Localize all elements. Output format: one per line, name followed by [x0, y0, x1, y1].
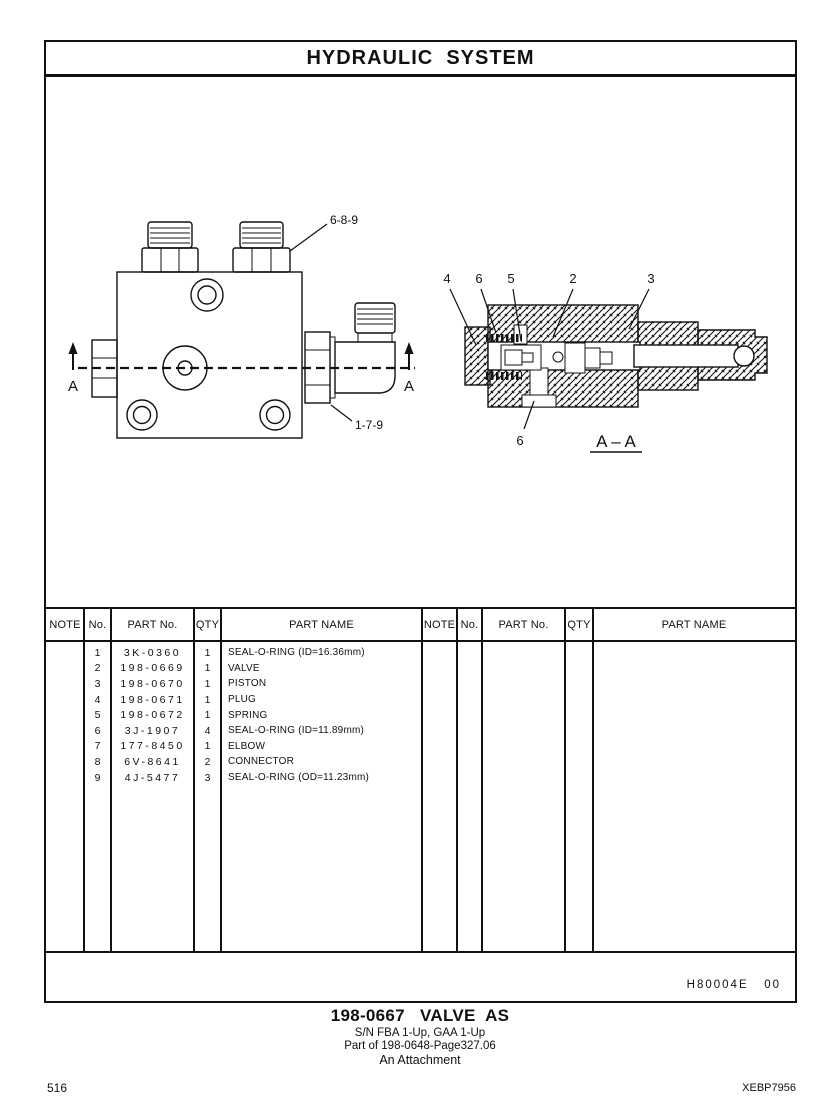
cell-name: PLUG [228, 694, 257, 706]
table-rows [46, 645, 422, 785]
cell-no: 9 [94, 771, 101, 784]
cell-no: 8 [94, 755, 101, 768]
caption-block [0, 1006, 840, 1067]
port-top [191, 279, 223, 311]
cell-qty: 1 [204, 740, 211, 753]
table-row [46, 676, 422, 692]
section-callout-6-bottom: 6 [516, 433, 524, 448]
header-no-right: No. [460, 618, 479, 631]
section-callout-6-top: 6 [475, 271, 483, 286]
assembly-title: 198-0667 VALVE AS [330, 1006, 510, 1025]
serial-note: S/N FBA 1-Up, GAA 1-Up [354, 1027, 486, 1039]
cell-name: VALVE [228, 662, 260, 674]
document-code: XEBP7956 [742, 1082, 796, 1094]
cell-name: SEAL-O-RING (ID=11.89mm) [228, 725, 365, 737]
parts-table [46, 607, 795, 953]
cell-no: 7 [94, 740, 101, 753]
header-partname-left: PART NAME [289, 618, 354, 631]
leader-line-top [290, 224, 327, 251]
page-title-bar [44, 40, 797, 77]
table-row [46, 707, 422, 723]
cell-name: PISTON [228, 678, 267, 690]
cell-name: SPRING [228, 709, 268, 721]
table-row [46, 754, 422, 770]
cell-qty: 4 [204, 724, 211, 737]
section-arrow-left [69, 342, 78, 370]
page-title: HYDRAULIC SYSTEM [306, 46, 535, 69]
table-column-line [481, 609, 483, 951]
header-partno-right: PART No. [498, 618, 549, 631]
cell-qty: 1 [204, 646, 211, 659]
port-bottom-left [127, 400, 157, 430]
cell-name: CONNECTOR [228, 756, 295, 768]
figure-code: H80004E 00 [686, 979, 781, 991]
callout-6-8-9: 6-8-9 [330, 213, 359, 227]
callout-1-7-9: 1-7-9 [355, 418, 384, 432]
cell-pn: 6V-8641 [124, 755, 181, 768]
cell-pn: 177-8450 [120, 740, 185, 753]
cell-qty: 1 [204, 693, 211, 706]
table-row [46, 661, 422, 677]
section-view [450, 289, 767, 452]
cell-pn: 198-0670 [120, 677, 185, 690]
cell-pn: 3J-1907 [124, 724, 181, 737]
attachment-note: An Attachment [379, 1053, 461, 1067]
header-partname-right: PART NAME [661, 618, 727, 631]
section-callout-2: 2 [569, 271, 577, 286]
cell-qty: 1 [204, 662, 211, 675]
header-no-left: No. [88, 618, 107, 631]
cell-pn: 198-0672 [120, 709, 185, 722]
cell-qty: 2 [204, 755, 211, 768]
header-qty-left: QTY [195, 618, 220, 631]
section-callout-3: 3 [647, 271, 655, 286]
part-of-note: Part of 198-0648-Page327.06 [344, 1040, 496, 1052]
cell-qty: 3 [204, 771, 211, 784]
section-arrow-right [405, 342, 414, 370]
table-row [46, 692, 422, 708]
section-passage-down [530, 368, 548, 398]
header-partno-left: PART No. [127, 618, 178, 631]
table-row [46, 645, 422, 661]
cell-no: 5 [94, 709, 101, 722]
table-column-line [592, 609, 594, 951]
technical-drawing [44, 77, 797, 607]
table-row [46, 739, 422, 755]
cell-name: ELBOW [228, 740, 266, 752]
leader-line-right [331, 405, 352, 421]
connector-fitting-top-right [233, 222, 290, 272]
section-callout-4: 4 [443, 271, 451, 286]
cell-no: 2 [94, 662, 101, 675]
table-row [46, 770, 422, 786]
connector-fitting-top-left [142, 222, 198, 272]
table-header-row [46, 609, 795, 642]
section-label-a-left: A [67, 378, 79, 395]
valve-body [117, 272, 302, 438]
cell-pn: 3K-0360 [123, 646, 182, 659]
valve-block-view [69, 222, 416, 438]
page-number: 516 [47, 1081, 68, 1095]
table-column-line [456, 609, 458, 951]
section-label-a-right: A [403, 378, 415, 395]
cell-no: 1 [94, 646, 101, 659]
cell-pn: 198-0671 [120, 693, 185, 706]
table-column-line [564, 609, 566, 951]
cell-no: 6 [94, 724, 101, 737]
cell-qty: 1 [204, 709, 211, 722]
cell-name: SEAL-O-RING (OD=11.23mm) [228, 772, 370, 784]
table-row [46, 723, 422, 739]
elbow-fitting [335, 303, 395, 393]
figure-code-strip [46, 953, 795, 1001]
cell-qty: 1 [204, 677, 211, 690]
cell-pn: 198-0669 [120, 662, 185, 675]
header-note-right: NOTE [423, 618, 456, 631]
cell-no: 4 [94, 693, 101, 706]
section-title: A – A [596, 432, 636, 451]
cell-pn: 4J-5477 [124, 771, 181, 784]
cell-name: SEAL-O-RING (ID=16.36mm) [228, 647, 365, 659]
header-note-left: NOTE [49, 618, 81, 631]
port-bottom-right [260, 400, 290, 430]
section-callout-5: 5 [507, 271, 515, 286]
cell-no: 3 [94, 677, 101, 690]
header-qty-right: QTY [567, 618, 591, 631]
